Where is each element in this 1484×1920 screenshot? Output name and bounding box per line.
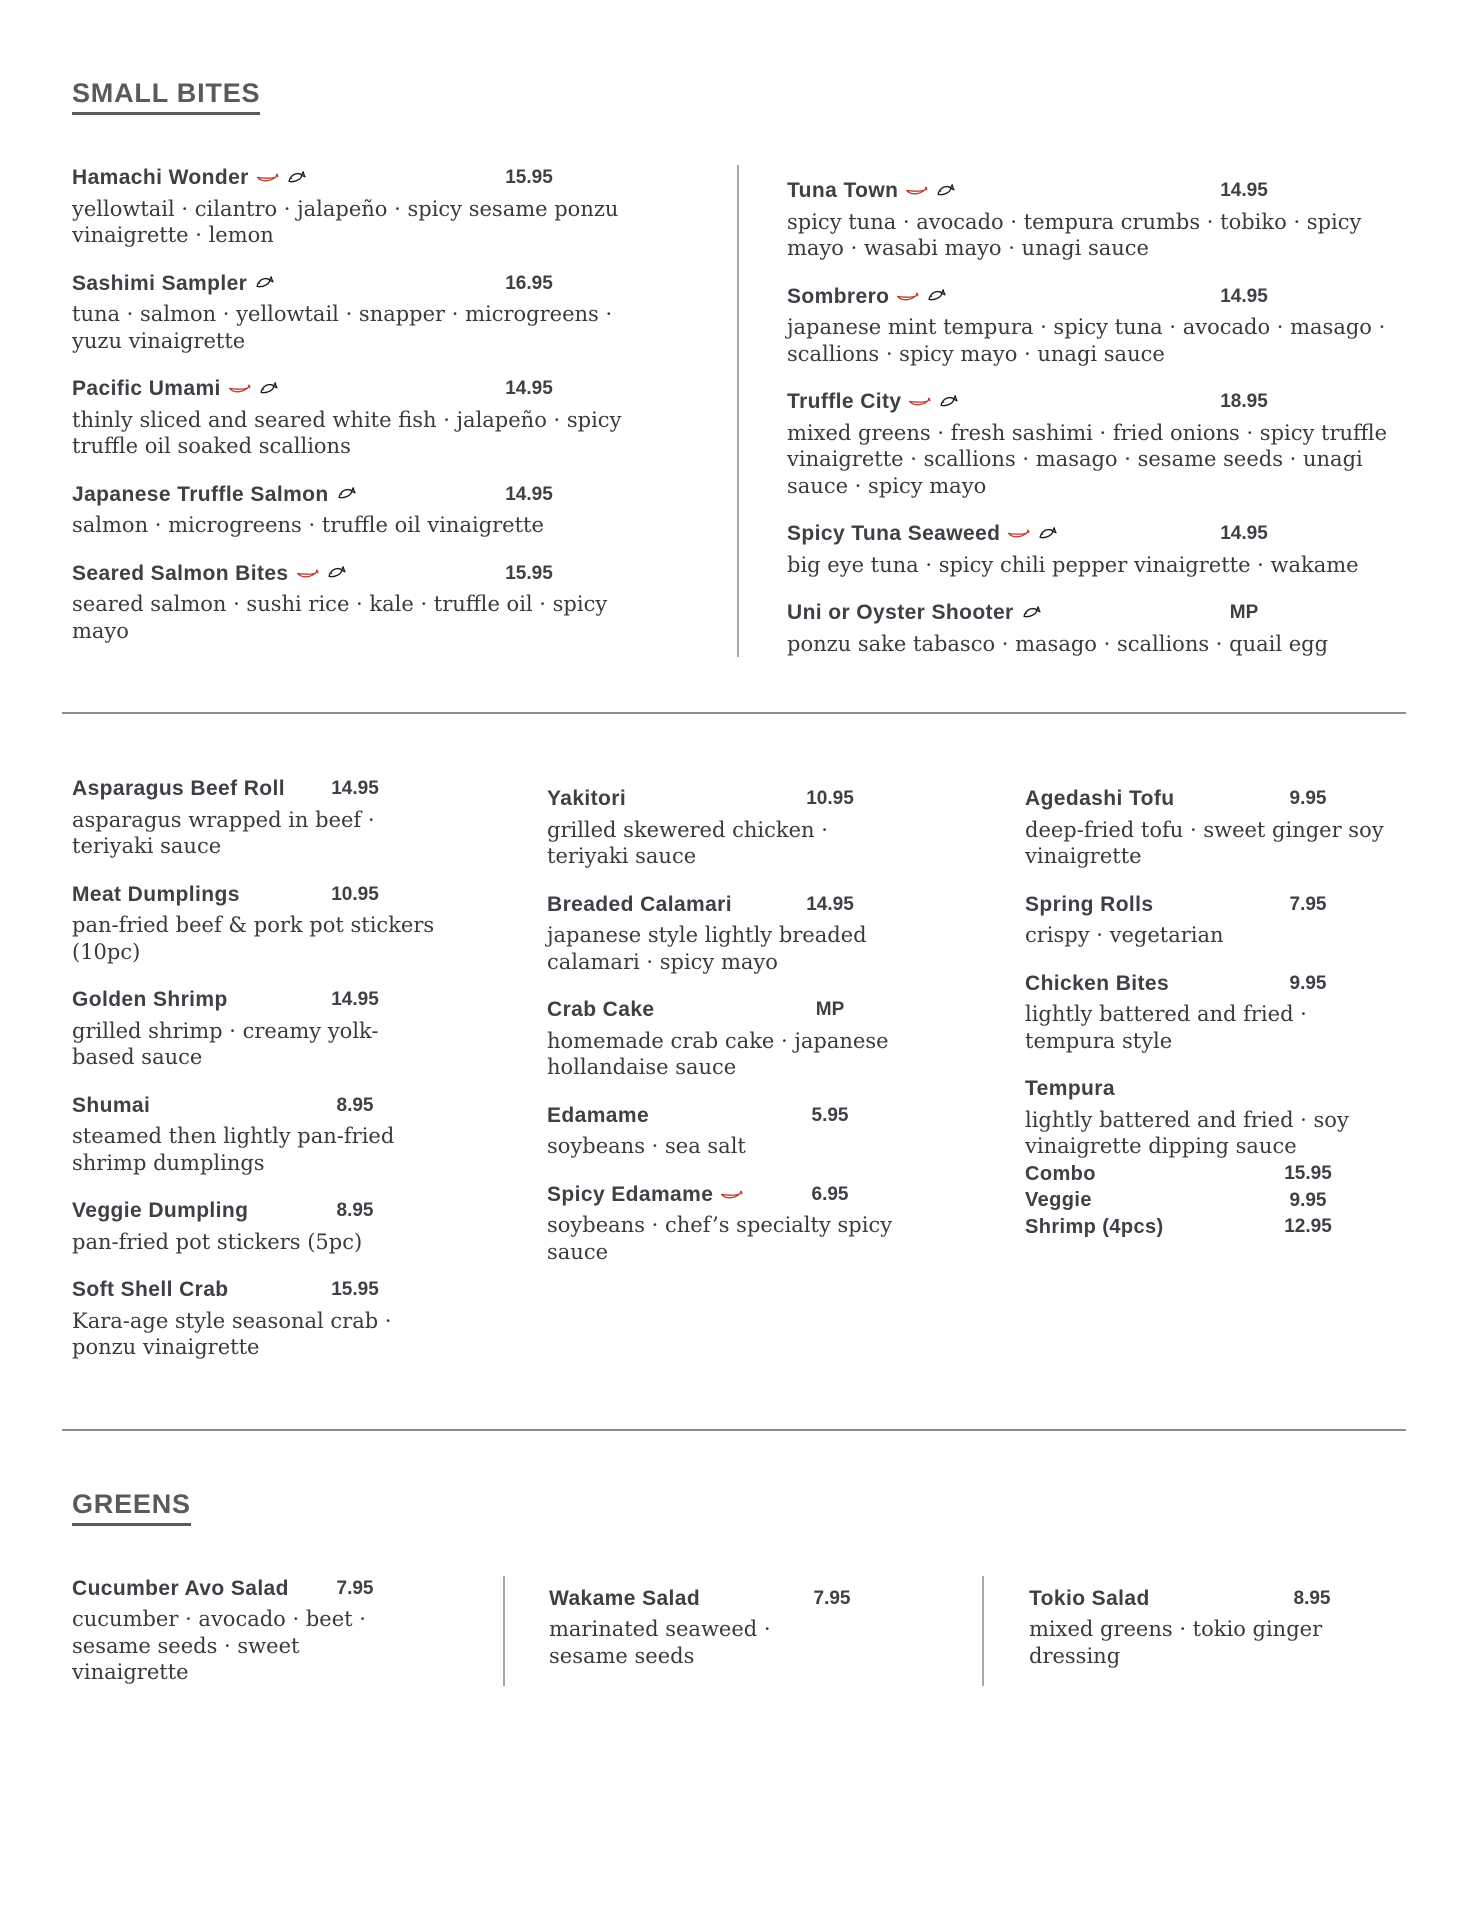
fish-icon <box>938 393 959 411</box>
item-description: steamed then lightly pan-fried shrimp dumplings <box>72 1124 395 1175</box>
menu-item <box>547 892 1025 976</box>
fish-icon <box>1037 525 1058 543</box>
menu-item-header <box>787 389 1277 415</box>
menu-item-header <box>1025 971 1341 997</box>
item-description: lightly battered and fried · tempura style <box>1025 1002 1307 1053</box>
pepper-icon <box>720 1188 743 1201</box>
menu-item-header <box>787 178 1277 204</box>
greens-columns <box>72 1576 1412 1686</box>
menu-column <box>1025 776 1412 1361</box>
item-price: 14.95 <box>806 893 854 915</box>
item-description: grilled skewered chicken · teriyaki sauce <box>547 817 828 869</box>
item-description: japanese mint tempura · spicy tuna · avocado · masago · scallions · spicy mayo · unagi sauce <box>787 315 1386 366</box>
item-price: MP <box>1229 602 1259 624</box>
item-price: 8.95 <box>1293 1587 1331 1609</box>
item-name: Spicy Edamame <box>547 1182 743 1208</box>
greens-heading-wrap <box>72 1489 1412 1526</box>
menu-subitem-row <box>1025 1215 1341 1239</box>
menu-item-header <box>72 1198 388 1224</box>
item-price: 15.95 <box>505 167 553 189</box>
menu-column <box>72 1576 505 1686</box>
item-name: Shumai <box>72 1093 151 1117</box>
menu-item-header <box>72 882 388 908</box>
menu-column <box>72 776 547 1361</box>
item-description: crispy · vegetarian <box>1025 923 1224 948</box>
menu-item-header <box>547 997 863 1023</box>
section-divider <box>62 712 1406 714</box>
fish-icon <box>286 169 307 187</box>
item-description: seared salmon · sushi rice · kale · truffle oil · spicy mayo <box>72 592 608 643</box>
menu-item-header <box>547 786 863 812</box>
item-name: Spicy Tuna Seaweed <box>787 521 1058 547</box>
item-price: 7.95 <box>1289 893 1327 915</box>
menu-item <box>72 1277 547 1361</box>
menu-item-header <box>72 376 562 402</box>
fish-icon <box>326 564 347 582</box>
menu-item <box>1025 786 1412 870</box>
menu-subitem-row <box>1025 1188 1341 1212</box>
pepper-icon <box>1007 527 1030 540</box>
item-description: spicy tuna · avocado · tempura crumbs · tobiko · spicy mayo · wasabi mayo · unagi sauce <box>787 209 1362 261</box>
menu-item <box>72 482 737 539</box>
item-name: Golden Shrimp <box>72 988 228 1012</box>
menu-column <box>547 776 1025 1361</box>
item-description: thinly sliced and seared white fish · jalapeño · spicy truffle oil soaked scallions <box>72 407 622 459</box>
item-name: Veggie Dumpling <box>72 1199 249 1223</box>
item-name: Seared Salmon Bites <box>72 561 347 587</box>
menu-item-header <box>547 892 863 918</box>
menu-item <box>547 1182 1025 1266</box>
fish-icon <box>258 380 279 398</box>
menu-item-header <box>72 271 562 297</box>
item-description: deep-fried tofu · sweet ginger soy vinaigrette <box>1025 817 1384 869</box>
pepper-icon <box>905 184 928 197</box>
item-price: 12.95 <box>1284 1216 1332 1238</box>
item-price: 16.95 <box>505 272 553 294</box>
menu-item-header <box>72 165 562 191</box>
item-description: soybeans · sea salt <box>547 1134 746 1159</box>
item-name: Soft Shell Crab <box>72 1278 229 1302</box>
item-price: 7.95 <box>336 1577 374 1599</box>
item-name: Chicken Bites <box>1025 971 1170 995</box>
item-name: Sashimi Sampler <box>72 271 275 297</box>
item-description: Kara-age style seasonal crab · ponzu vinaigrette <box>72 1308 392 1360</box>
item-price: 7.95 <box>813 1587 851 1609</box>
menu-item <box>787 600 1412 657</box>
menu-item <box>72 376 737 460</box>
fish-icon <box>254 274 275 292</box>
menu-item-header <box>72 1277 388 1303</box>
section-divider <box>62 1429 1406 1431</box>
menu-item <box>72 1198 547 1255</box>
item-name: Tuna Town <box>787 178 956 204</box>
item-description: yellowtail · cilantro · jalapeño · spicy sesame ponzu vinaigrette · lemon <box>72 196 619 248</box>
menu-item-header <box>787 600 1277 626</box>
menu-item-header <box>547 1103 863 1129</box>
section-heading-greens: GREENS <box>72 1489 191 1526</box>
menu-item-header <box>72 482 562 508</box>
menu-column <box>737 165 1412 657</box>
menu-item <box>72 776 547 860</box>
item-description: soybeans · chef’s specialty spicy sauce <box>547 1213 893 1264</box>
item-description: lightly battered and fried · soy vinaigrette dipping sauce <box>1025 1107 1349 1159</box>
menu-item-header <box>787 521 1277 547</box>
item-description: big eye tuna · spicy chili pepper vinaigrette · wakame <box>787 552 1359 577</box>
menu-item-header <box>72 987 388 1013</box>
item-price: 15.95 <box>1284 1163 1332 1185</box>
item-description: salmon · microgreens · truffle oil vinaigrette <box>72 513 544 538</box>
item-description: asparagus wrapped in beef · teriyaki sauce <box>72 807 375 859</box>
item-name: Pacific Umami <box>72 376 279 402</box>
menu-item-header <box>549 1586 865 1612</box>
item-name: Japanese Truffle Salmon <box>72 482 357 508</box>
menu-item <box>72 882 547 966</box>
menu-item <box>549 1586 982 1670</box>
menu-item <box>1025 892 1412 949</box>
item-description: cucumber · avocado · beet · sesame seeds · sweet vinaigrette <box>72 1607 366 1685</box>
item-description: grilled shrimp · creamy yolk-based sauce <box>72 1018 379 1070</box>
menu-item <box>1029 1586 1412 1670</box>
item-price: 14.95 <box>1220 285 1268 307</box>
pepper-icon <box>296 567 319 580</box>
menu-item <box>72 1093 547 1177</box>
item-name: Asparagus Beef Roll <box>72 777 285 801</box>
item-description: pan-fried pot stickers (5pc) <box>72 1229 363 1254</box>
item-price: 5.95 <box>811 1104 849 1126</box>
pepper-icon <box>896 290 919 303</box>
item-description: mixed greens · tokio ginger dressing <box>1029 1617 1323 1668</box>
item-price: 14.95 <box>505 378 553 400</box>
menu-item-header <box>72 561 562 587</box>
item-description: japanese style lightly breaded calamari · spicy mayo <box>547 923 867 974</box>
small-bites-top-columns <box>72 165 1412 657</box>
item-description: homemade crab cake · japanese hollandaise sauce <box>547 1028 889 1080</box>
menu-item-header <box>72 1576 388 1602</box>
item-name: Wakame Salad <box>549 1586 701 1610</box>
menu-item-header <box>1025 892 1341 918</box>
item-price: MP <box>815 999 845 1021</box>
menu-item-header <box>1025 1076 1341 1102</box>
item-description: pan-fried beef & pork pot stickers (10pc) <box>72 913 435 964</box>
menu-item <box>72 561 737 645</box>
item-name: Hamachi Wonder <box>72 165 307 191</box>
menu-item <box>787 389 1412 499</box>
item-price: 14.95 <box>1220 180 1268 202</box>
item-name: Agedashi Tofu <box>1025 787 1175 811</box>
item-description: ponzu sake tabasco · masago · scallions · quail egg <box>787 631 1329 656</box>
item-price: 9.95 <box>1289 972 1327 994</box>
pepper-icon <box>228 382 251 395</box>
item-description: mixed greens · fresh sashimi · fried onions · spicy truffle vinaigrette · scallions · masago · sesame seeds · unagi sauce · spicy mayo <box>787 420 1388 498</box>
menu-item <box>787 284 1412 368</box>
fish-icon <box>336 485 357 503</box>
menu-item <box>1025 971 1412 1055</box>
item-price: 8.95 <box>336 1200 374 1222</box>
menu-item <box>547 786 1025 870</box>
item-price: 14.95 <box>1220 523 1268 545</box>
menu-item <box>72 165 737 249</box>
item-name: Combo <box>1025 1162 1096 1185</box>
item-name: Veggie <box>1025 1189 1092 1212</box>
item-price: 8.95 <box>336 1094 374 1116</box>
item-name: Spring Rolls <box>1025 892 1154 916</box>
menu-item <box>787 178 1412 262</box>
item-price: 14.95 <box>505 483 553 505</box>
section-heading-small-bites: SMALL BITES <box>72 78 260 115</box>
fish-icon <box>935 182 956 200</box>
item-name: Breaded Calamari <box>547 892 732 916</box>
menu-item <box>1025 1076 1412 1239</box>
item-name: Meat Dumplings <box>72 882 240 906</box>
menu-item <box>547 997 1025 1081</box>
item-name: Cucumber Avo Salad <box>72 1576 289 1600</box>
item-name: Tokio Salad <box>1029 1586 1150 1610</box>
menu-item <box>72 271 737 355</box>
item-price: 10.95 <box>331 883 379 905</box>
menu-column <box>984 1576 1412 1686</box>
item-price: 9.95 <box>1289 788 1327 810</box>
menu-item-header <box>72 776 388 802</box>
fish-icon <box>926 287 947 305</box>
menu-item-header <box>547 1182 863 1208</box>
item-price: 15.95 <box>505 562 553 584</box>
menu-item-header <box>787 284 1277 310</box>
menu-subitem-row <box>1025 1162 1341 1186</box>
menu-item-header <box>1025 786 1341 812</box>
item-name: Sombrero <box>787 284 947 310</box>
small-bites-bottom-columns <box>72 776 1412 1361</box>
menu-item <box>547 1103 1025 1160</box>
menu-item-header <box>72 1093 388 1119</box>
menu-column <box>72 165 737 657</box>
item-name: Yakitori <box>547 787 627 811</box>
item-name: Shrimp (4pcs) <box>1025 1215 1164 1238</box>
item-price: 14.95 <box>331 989 379 1011</box>
item-price: 6.95 <box>811 1183 849 1205</box>
menu-column <box>505 1576 984 1686</box>
menu-item <box>787 521 1412 578</box>
item-description: marinated seaweed · sesame seeds <box>549 1617 771 1668</box>
item-price: 9.95 <box>1289 1189 1327 1211</box>
menu-item <box>72 1576 503 1686</box>
item-name: Truffle City <box>787 389 959 415</box>
pepper-icon <box>256 171 279 184</box>
item-name: Uni or Oyster Shooter <box>787 600 1042 626</box>
item-description: tuna · salmon · yellowtail · snapper · microgreens · yuzu vinaigrette <box>72 302 613 353</box>
menu-item <box>72 987 547 1071</box>
fish-icon <box>1021 604 1042 622</box>
menu-item-header <box>1029 1586 1345 1612</box>
pepper-icon <box>908 395 931 408</box>
item-price: 15.95 <box>331 1279 379 1301</box>
item-name: Tempura <box>1025 1077 1115 1101</box>
item-price: 10.95 <box>806 788 854 810</box>
item-price: 18.95 <box>1220 391 1268 413</box>
item-name: Edamame <box>547 1103 650 1127</box>
item-name: Crab Cake <box>547 998 655 1022</box>
item-price: 14.95 <box>331 778 379 800</box>
